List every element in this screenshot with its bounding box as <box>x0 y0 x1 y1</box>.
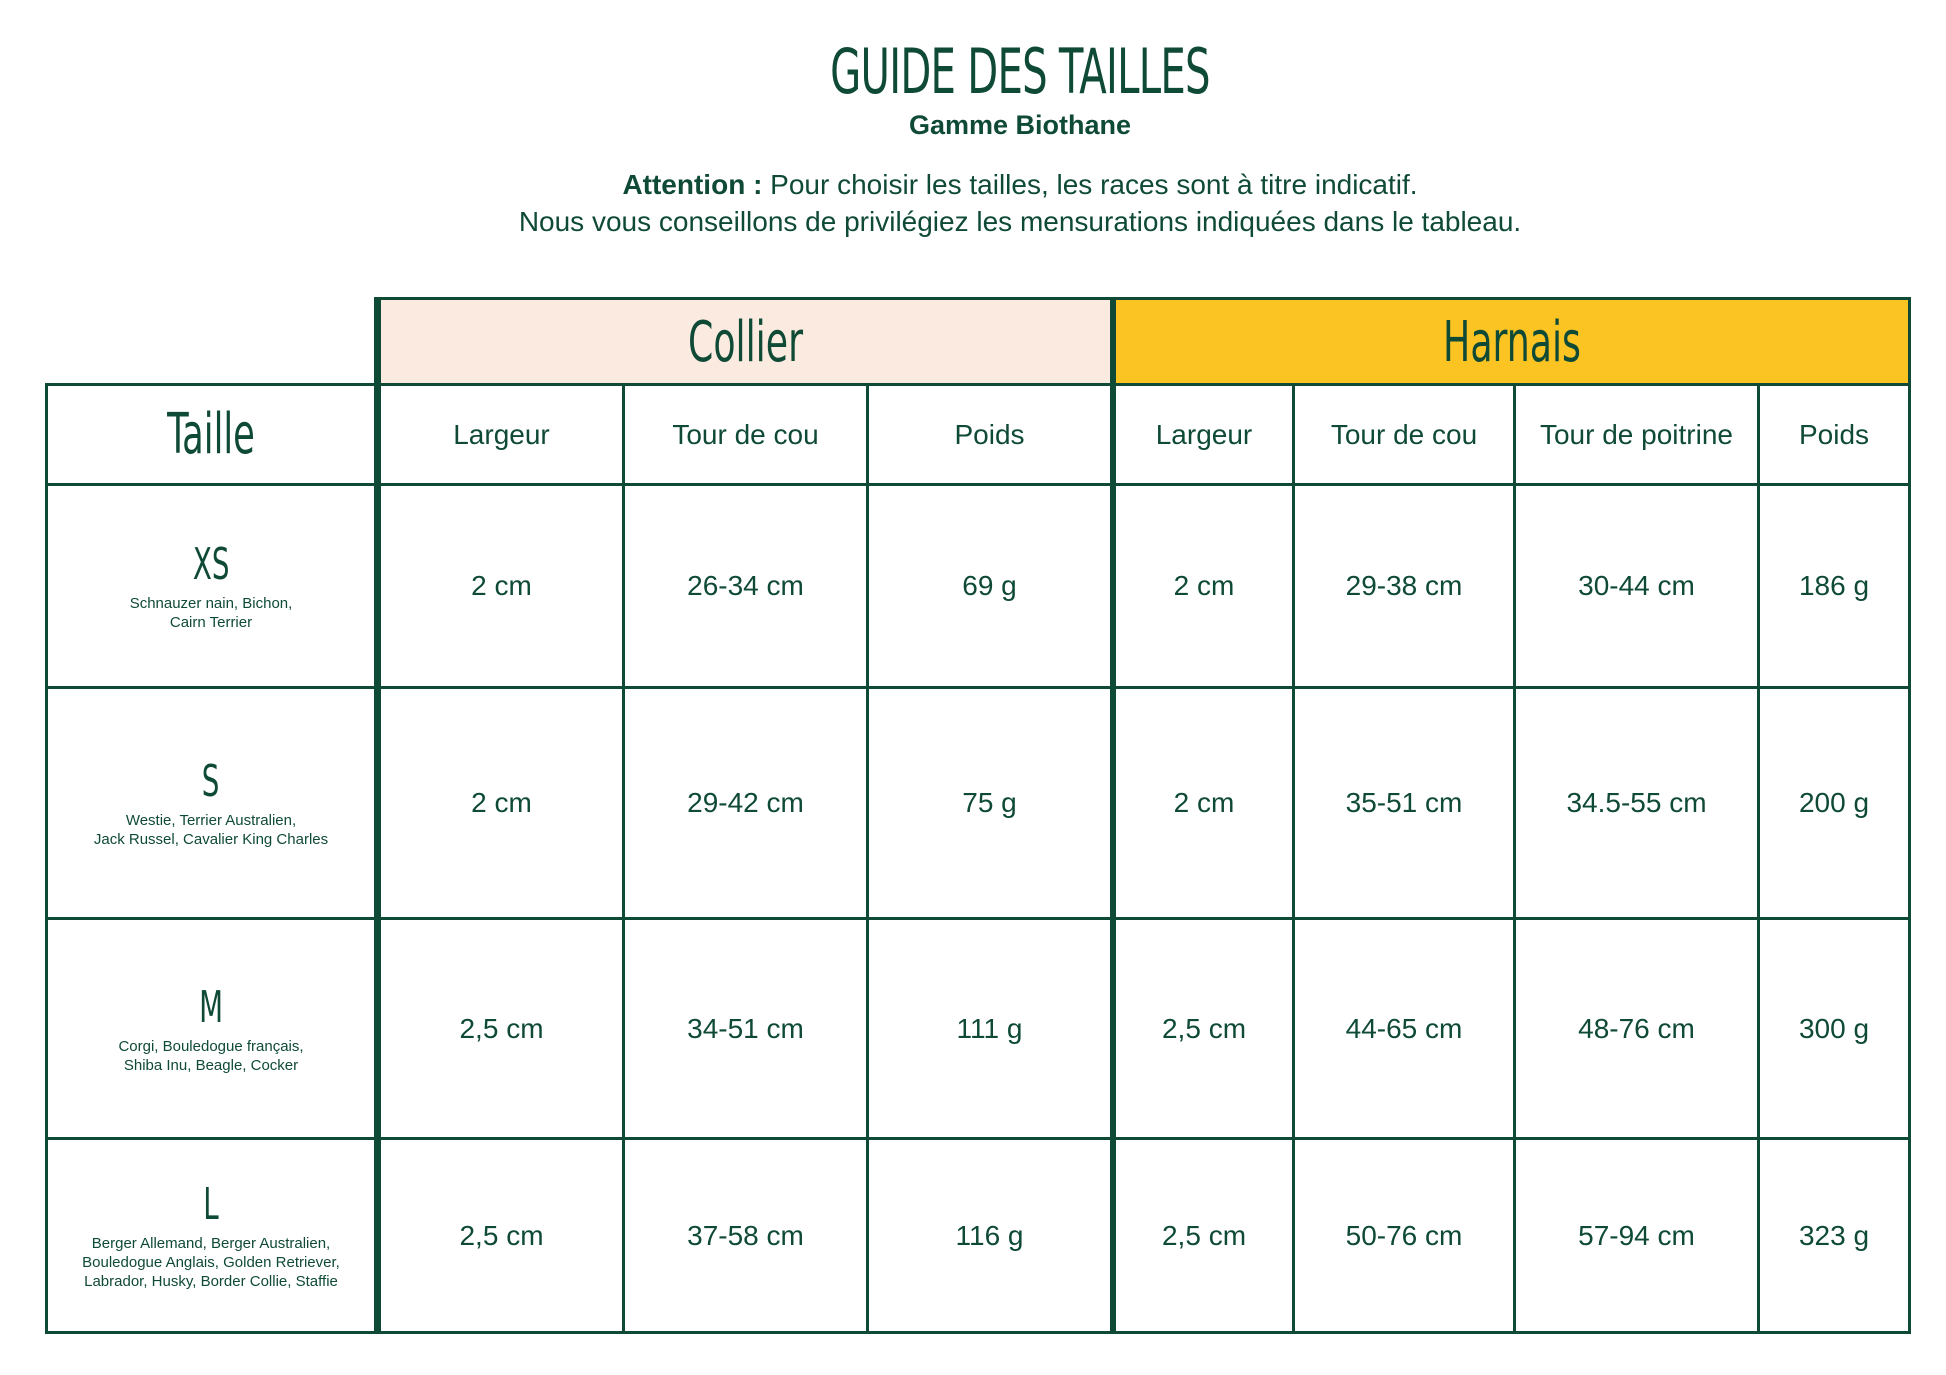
table-cell: 2,5 cm <box>459 1219 544 1251</box>
table-cell: 35-51 cm <box>1345 787 1463 818</box>
col-header-collier-tour-cou: Tour de cou <box>672 418 819 450</box>
table-cell: 2 cm <box>1173 570 1235 601</box>
table-cell: 26-34 cm <box>687 570 804 601</box>
grid-line <box>1513 383 1516 1334</box>
breeds-list: Westie, Terrier Australien, Jack Russel, Cavalier King Charles <box>93 812 329 848</box>
notice-line-2: Nous vous conseillons de privilégiez les mensurations indiquées dans le tableau. <box>518 206 1522 237</box>
size-cell-m <box>48 920 374 1137</box>
size-letter: XS <box>192 539 230 590</box>
grid-line <box>45 1137 1911 1140</box>
grid-line <box>1110 297 1116 1334</box>
table-cell: 2 cm <box>1173 787 1235 818</box>
notice-line-1 <box>622 169 1417 200</box>
grid-line <box>45 483 1911 486</box>
table-cell: 48-76 cm <box>1578 1012 1695 1044</box>
col-header-harnais-poids: Poids <box>1798 418 1870 450</box>
grid-line <box>45 686 1911 689</box>
table-cell: 111 g <box>956 1012 1023 1044</box>
grid-line <box>45 383 48 1334</box>
size-letter: L <box>203 1179 219 1230</box>
breeds-list: Berger Allemand, Berger Australien, Bouledogue Anglais, Golden Retriever, Labrador, Husky, Border Collie, Staffie <box>82 1235 340 1290</box>
size-letter: M <box>199 981 223 1033</box>
size-letter: S <box>202 756 220 807</box>
page-subtitle: Gamme Biothane <box>908 110 1132 140</box>
grid-line <box>1757 383 1760 1334</box>
table-cell: 37-58 cm <box>687 1219 804 1251</box>
col-header-harnais-largeur: Largeur <box>1155 418 1253 450</box>
col-header-harnais-tour-poitrine: Tour de poitrine <box>1539 418 1733 450</box>
table-cell: 30-44 cm <box>1578 570 1695 601</box>
notice <box>0 166 1946 240</box>
table-cell: 34-51 cm <box>687 1012 804 1044</box>
grid-line <box>622 383 625 1334</box>
breeds-list: Corgi, Bouledogue français, Shiba Inu, Beagle, Cocker <box>118 1037 304 1074</box>
table-cell: 2 cm <box>471 787 532 818</box>
grid-line <box>1292 383 1295 1334</box>
harnais-label: Harnais <box>1443 309 1581 375</box>
col-header-harnais-tour-cou: Tour de cou <box>1330 418 1478 450</box>
table-cell: 75 g <box>962 787 1017 818</box>
table-cell: 2,5 cm <box>1161 1012 1247 1044</box>
grid-line <box>374 297 1911 300</box>
grid-line <box>1908 297 1911 1334</box>
notice-bold: Attention : <box>622 169 763 200</box>
table-cell: 34.5-55 cm <box>1566 787 1707 818</box>
grid-line <box>45 383 1911 386</box>
table-cell: 300 g <box>1798 1012 1870 1044</box>
size-cell-xs <box>48 486 374 686</box>
grid-line <box>45 917 1911 920</box>
table-cell: 29-38 cm <box>1345 570 1463 601</box>
grid-line <box>45 1331 1911 1334</box>
grid-line <box>866 383 869 1334</box>
table-cell: 200 g <box>1798 787 1870 818</box>
table-cell: 323 g <box>1798 1219 1870 1251</box>
table-cell: 50-76 cm <box>1345 1219 1463 1251</box>
taille-header: Taille <box>167 402 255 467</box>
table-cell: 116 g <box>955 1219 1024 1251</box>
table-cell: 2,5 cm <box>459 1012 544 1044</box>
col-header-collier-poids: Poids <box>954 418 1025 450</box>
grid-line <box>374 297 381 1334</box>
notice-text-1: Pour choisir les tailles, les races sont à titre indicatif. <box>762 169 1418 200</box>
table-cell: 69 g <box>962 570 1017 601</box>
collier-label: Collier <box>688 309 803 375</box>
table-cell: 2,5 cm <box>1161 1219 1247 1251</box>
table-cell: 29-42 cm <box>687 787 804 818</box>
table-cell: 57-94 cm <box>1578 1219 1695 1251</box>
col-header-collier-largeur: Largeur <box>453 418 550 450</box>
breeds-list: Schnauzer nain, Bichon, Cairn Terrier <box>129 595 293 631</box>
table-cell: 2 cm <box>471 570 532 601</box>
page-title: GUIDE DES TAILLES <box>830 35 1210 108</box>
size-cell-l <box>48 1140 374 1331</box>
table-cell: 44-65 cm <box>1345 1012 1463 1044</box>
size-cell-s <box>48 689 374 917</box>
table-cell: 186 g <box>1798 570 1870 601</box>
